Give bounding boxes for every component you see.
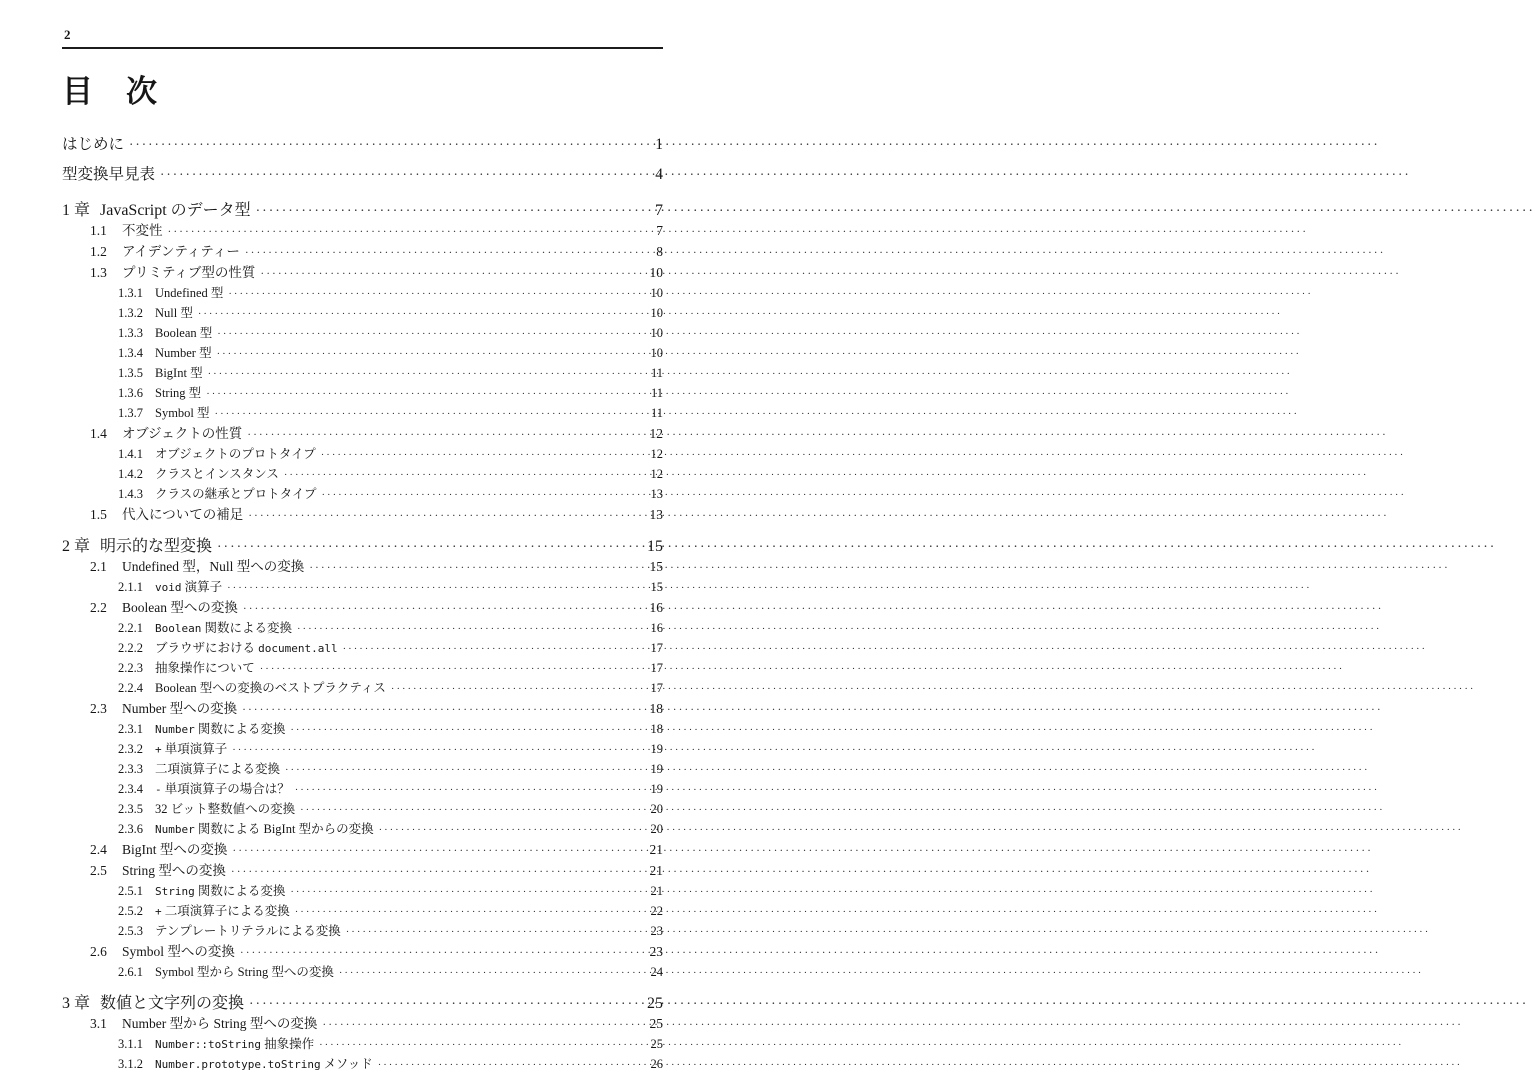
toc-entry xyxy=(118,465,663,485)
entry-title-text: Number 型への変換 xyxy=(122,701,238,717)
dot-leader xyxy=(260,659,639,679)
entry-number: 1.3.1 xyxy=(118,286,143,301)
entry-number: 1.5 xyxy=(90,507,107,523)
toc-entry xyxy=(90,505,663,526)
entry-number: 1.3.7 xyxy=(118,406,143,421)
entry-number: 2.2 xyxy=(90,600,107,616)
toc-entry xyxy=(90,557,663,578)
toc-entry xyxy=(118,1055,663,1075)
entry-title-text: 抽象操作について xyxy=(155,661,255,676)
entry-page: 11 xyxy=(650,406,663,421)
dot-leader xyxy=(206,384,639,404)
toc-entry xyxy=(90,840,663,861)
toc-entry xyxy=(118,639,663,659)
toc-entry xyxy=(118,679,663,699)
entry-title-text: 関数による変換 xyxy=(194,722,286,737)
toc-entry xyxy=(62,994,663,1014)
entry-number: 1.2 xyxy=(90,244,107,260)
toc-entry xyxy=(118,780,663,800)
entry-title xyxy=(155,284,223,303)
toc-entry xyxy=(90,1014,663,1035)
toc-entry xyxy=(62,201,663,221)
dot-leader xyxy=(217,537,639,557)
entry-number: 1.4.2 xyxy=(118,467,143,482)
entry-title-text: オブジェクトの性質 xyxy=(122,426,243,442)
entry-title-text: 単項演算子の場合は？ xyxy=(161,782,290,797)
entry-page: 11 xyxy=(650,386,663,401)
entry-number: 3.1.1 xyxy=(118,1037,143,1052)
entry-page: 1 xyxy=(655,136,663,154)
entry-title-code: Number.prototype.toString xyxy=(155,1058,321,1072)
toc-entry xyxy=(118,324,663,344)
dot-leader xyxy=(285,760,639,780)
header-rule xyxy=(62,47,663,49)
entry-page: 25 xyxy=(647,995,663,1013)
entry-page: 19 xyxy=(650,742,663,757)
dot-leader xyxy=(228,284,639,304)
dot-leader xyxy=(290,882,639,902)
dot-leader xyxy=(322,485,639,505)
entry-title-code: - xyxy=(155,783,162,797)
entry-number: 1.3.4 xyxy=(118,346,143,361)
toc-entry xyxy=(118,800,663,820)
dot-leader xyxy=(232,840,639,861)
entry-title xyxy=(155,404,210,423)
entry-title xyxy=(155,800,295,819)
entry-title-text: 演算子 xyxy=(181,580,223,595)
entry-title xyxy=(122,1014,317,1033)
toc-entry xyxy=(118,963,663,983)
entry-number: 1.4.3 xyxy=(118,487,143,502)
entry-title xyxy=(122,861,226,880)
entry-page: 15 xyxy=(649,559,663,575)
entry-number: 1.4 xyxy=(90,426,107,442)
page-number: 2 xyxy=(64,27,71,42)
dot-leader xyxy=(247,424,639,445)
book-page xyxy=(0,0,725,1072)
entry-title xyxy=(155,1035,314,1054)
entry-number: 2.2.2 xyxy=(118,641,143,656)
dot-leader xyxy=(240,942,639,963)
entry-title xyxy=(155,882,285,901)
entry-number: 2.3 xyxy=(90,701,107,717)
entry-number: 2.3.2 xyxy=(118,742,143,757)
dot-leader xyxy=(343,639,639,659)
toc-entry xyxy=(90,263,663,284)
dot-leader xyxy=(391,679,639,699)
dot-leader xyxy=(243,598,639,619)
entry-title-code: Boolean xyxy=(155,622,202,636)
entry-page: 13 xyxy=(650,487,663,502)
entry-page: 23 xyxy=(650,924,663,939)
entry-page: 21 xyxy=(650,884,663,899)
entry-page: 16 xyxy=(649,600,663,616)
entry-title-text: Boolean 型 xyxy=(155,326,213,341)
entry-title xyxy=(122,840,227,859)
entry-page: 10 xyxy=(650,306,663,321)
entry-title xyxy=(100,994,244,1014)
entry-page: 19 xyxy=(650,762,663,777)
dot-leader xyxy=(160,160,639,190)
entry-title-text: プリミティブ型の性質 xyxy=(122,265,256,281)
entry-title-text: 単項演算子 xyxy=(161,742,228,757)
dot-leader xyxy=(198,304,639,324)
toc-entry xyxy=(118,659,663,679)
entry-number: 2.5.2 xyxy=(118,904,143,919)
entry-title-text: アイデンティティー xyxy=(122,244,240,260)
entry-number: 1.3.2 xyxy=(118,306,143,321)
toc-entry xyxy=(90,861,663,882)
entry-number: 2.5 xyxy=(90,863,107,879)
toc-entry xyxy=(118,1035,663,1055)
entry-title xyxy=(155,922,341,941)
toc-entry xyxy=(90,598,663,619)
entry-title xyxy=(122,263,255,282)
entry-page: 23 xyxy=(649,944,663,960)
dot-leader xyxy=(321,445,639,465)
entry-page: 17 xyxy=(650,681,663,696)
entry-title-text: ブラウザにおける xyxy=(155,641,259,656)
toc-entry xyxy=(62,160,663,190)
toc-entry xyxy=(90,424,663,445)
entry-title-text: クラスとインスタンス xyxy=(155,467,279,482)
toc-entry xyxy=(118,578,663,598)
entry-title-text: String 型 xyxy=(155,386,202,401)
entry-title-code: void xyxy=(155,581,182,595)
entry-title-text: Number 型 xyxy=(155,346,212,361)
toc-entry xyxy=(118,720,663,740)
entry-title xyxy=(155,304,193,323)
dot-leader xyxy=(168,221,640,242)
dot-leader xyxy=(309,557,639,578)
entry-number: 1.1 xyxy=(90,223,107,239)
entry-title-text: Undefined 型，Null 型への変換 xyxy=(122,559,305,575)
entry-title-code: + xyxy=(155,743,162,757)
entry-title-text: 32 ビット整数値への変換 xyxy=(155,802,296,817)
entry-page: 17 xyxy=(650,661,663,676)
entry-title-text: オブジェクトのプロトタイプ xyxy=(155,447,316,462)
entry-page: 24 xyxy=(650,965,663,980)
entry-title xyxy=(122,242,240,261)
dot-leader xyxy=(208,364,639,384)
entry-page: 21 xyxy=(649,842,663,858)
dot-leader xyxy=(284,465,639,485)
dot-leader xyxy=(378,1055,639,1075)
dot-leader xyxy=(379,820,639,840)
entry-title-text: テンプレートリテラルによる変換 xyxy=(155,924,341,939)
entry-title xyxy=(155,679,386,698)
entry-title-text: String 型への変換 xyxy=(122,863,226,879)
entry-title-code: Number xyxy=(155,823,195,837)
entry-title-text: JavaScript のデータ型 xyxy=(100,202,251,220)
entry-number: 2.1 xyxy=(90,559,107,575)
entry-title-text: Boolean 型への変換 xyxy=(122,600,238,616)
entry-title-text: 不変性 xyxy=(122,223,163,239)
entry-title-text: Number 型から String 型への変換 xyxy=(122,1016,318,1032)
entry-number: 3.1.2 xyxy=(118,1057,143,1072)
entry-page: 11 xyxy=(650,366,663,381)
entry-title xyxy=(155,364,203,383)
toc-entry xyxy=(118,902,663,922)
toc-entry xyxy=(118,384,663,404)
entry-title xyxy=(122,505,243,524)
page-header xyxy=(62,26,663,49)
entry-title xyxy=(155,578,222,597)
dot-leader xyxy=(346,922,639,942)
entry-title xyxy=(155,344,212,363)
entry-title-text: Boolean 型への変換のベストプラクティス xyxy=(155,681,386,696)
toc-entry xyxy=(118,882,663,902)
entry-page: 20 xyxy=(650,802,663,817)
entry-page: 25 xyxy=(650,1037,663,1052)
entry-page: 10 xyxy=(650,286,663,301)
entry-title-text: BigInt 型への変換 xyxy=(122,842,228,858)
dot-leader xyxy=(242,699,639,720)
entry-title-text: 関数による変換 xyxy=(201,621,292,636)
toc-entry xyxy=(118,922,663,942)
entry-page: 12 xyxy=(649,426,663,442)
entry-number: 1.3.3 xyxy=(118,326,143,341)
dot-leader xyxy=(248,505,639,526)
entry-page: 26 xyxy=(650,1057,663,1072)
toc-entry xyxy=(118,344,663,364)
toc-entry xyxy=(90,221,663,242)
dot-leader xyxy=(249,994,639,1014)
toc-entry xyxy=(118,740,663,760)
entry-title-text: メソッド xyxy=(320,1057,373,1072)
entry-page: 13 xyxy=(649,507,663,523)
entry-title xyxy=(62,160,155,190)
entry-title xyxy=(100,201,251,221)
entry-title xyxy=(155,780,290,799)
entry-number: 2.3.1 xyxy=(118,722,143,737)
entry-title xyxy=(122,424,242,443)
dot-leader xyxy=(322,1014,639,1035)
entry-page: 7 xyxy=(656,223,663,239)
entry-page: 15 xyxy=(650,580,663,595)
entry-number: 2.2.4 xyxy=(118,681,143,696)
entry-title-text: はじめに xyxy=(62,136,125,154)
entry-page: 12 xyxy=(650,447,663,462)
toc-entry xyxy=(118,284,663,304)
toc-list xyxy=(62,130,663,1075)
entry-title xyxy=(155,740,227,759)
dot-leader xyxy=(215,404,639,424)
toc-entry xyxy=(118,619,663,639)
entry-title xyxy=(155,720,285,739)
entry-title xyxy=(122,598,238,617)
entry-title xyxy=(155,485,317,504)
entry-number: 2.2.3 xyxy=(118,661,143,676)
toc-entry xyxy=(90,699,663,720)
entry-title-text: Null 型 xyxy=(155,306,193,321)
entry-number: 2.6 xyxy=(90,944,107,960)
entry-page: 18 xyxy=(650,722,663,737)
entry-title-code: Number::toString xyxy=(155,1038,261,1052)
dot-leader xyxy=(129,130,639,160)
entry-title xyxy=(155,445,316,464)
entry-title-text: BigInt 型 xyxy=(155,366,203,381)
entry-title-code: String xyxy=(155,885,195,899)
entry-title-text: 型変換早見表 xyxy=(62,166,156,184)
entry-number: 1.3.5 xyxy=(118,366,143,381)
dot-leader xyxy=(290,720,639,740)
entry-title xyxy=(122,221,163,240)
entry-page: 17 xyxy=(650,641,663,656)
entry-title-text: 明示的な型変換 xyxy=(100,538,213,556)
entry-page: 10 xyxy=(649,265,663,281)
entry-page: 20 xyxy=(650,822,663,837)
entry-number: 2.5.1 xyxy=(118,884,143,899)
entry-title xyxy=(122,942,235,961)
dot-leader xyxy=(319,1035,639,1055)
entry-page: 15 xyxy=(647,538,663,556)
entry-page: 25 xyxy=(649,1016,663,1032)
entry-page: 12 xyxy=(650,467,663,482)
entry-title xyxy=(122,699,237,718)
entry-page: 16 xyxy=(650,621,663,636)
dot-leader xyxy=(232,740,639,760)
entry-title xyxy=(122,557,304,576)
dot-leader xyxy=(260,263,639,284)
entry-title xyxy=(155,384,201,403)
entry-title-code: + xyxy=(155,905,162,919)
entry-page: 4 xyxy=(655,166,663,184)
entry-number: 1.4.1 xyxy=(118,447,143,462)
toc-entry xyxy=(118,485,663,505)
entry-page: 8 xyxy=(656,244,663,260)
entry-page: 10 xyxy=(650,326,663,341)
entry-number: 2.3.6 xyxy=(118,822,143,837)
entry-number: 1 章 xyxy=(62,202,91,220)
dot-leader xyxy=(300,800,639,820)
entry-title-text: 関数による BigInt 型からの変換 xyxy=(194,822,374,837)
entry-title-code: document.all xyxy=(258,642,338,656)
entry-page: 21 xyxy=(649,863,663,879)
entry-number: 3 章 xyxy=(62,995,91,1013)
entry-title xyxy=(155,820,374,839)
entry-number: 2.3.4 xyxy=(118,782,143,797)
entry-title-text: 数値と文字列の変換 xyxy=(100,995,245,1013)
toc-entry xyxy=(118,820,663,840)
entry-title xyxy=(155,902,290,921)
entry-title-text: 抽象操作 xyxy=(260,1037,315,1052)
entry-number: 2.3.3 xyxy=(118,762,143,777)
entry-title-text: Undefined 型 xyxy=(155,286,224,301)
entry-title-text: Symbol 型への変換 xyxy=(122,944,235,960)
dot-leader xyxy=(227,578,639,598)
entry-page: 22 xyxy=(650,904,663,919)
entry-title xyxy=(155,659,255,678)
dot-leader xyxy=(295,902,639,922)
dot-leader xyxy=(217,324,639,344)
dot-leader xyxy=(339,963,639,983)
entry-title-text: Symbol 型から String 型への変換 xyxy=(155,965,334,980)
entry-title xyxy=(155,619,292,638)
entry-page: 19 xyxy=(650,782,663,797)
page-title: 目 次 xyxy=(62,74,158,109)
entry-page: 18 xyxy=(649,701,663,717)
entry-page: 10 xyxy=(650,346,663,361)
dot-leader xyxy=(256,201,639,221)
entry-title xyxy=(155,639,338,658)
entry-title xyxy=(155,760,280,779)
entry-number: 1.3 xyxy=(90,265,107,281)
entry-title-code: Number xyxy=(155,723,195,737)
entry-number: 2.3.5 xyxy=(118,802,143,817)
dot-leader xyxy=(217,344,639,364)
entry-title-text: 二項演算子による変換 xyxy=(155,762,281,777)
toc-entry xyxy=(90,942,663,963)
dot-leader xyxy=(297,619,639,639)
entry-number: 2.1.1 xyxy=(118,580,143,595)
entry-page: 7 xyxy=(655,202,663,220)
dot-leader xyxy=(295,780,639,800)
entry-title xyxy=(155,963,334,982)
toc-entry xyxy=(90,242,663,263)
entry-number: 2 章 xyxy=(62,538,91,556)
dot-leader xyxy=(245,242,639,263)
entry-number: 2.2.1 xyxy=(118,621,143,636)
entry-title xyxy=(155,1055,373,1074)
entry-title xyxy=(155,465,279,484)
entry-title-text: 関数による変換 xyxy=(194,884,286,899)
toc-entry xyxy=(118,760,663,780)
toc-entry xyxy=(118,364,663,384)
toc-entry xyxy=(118,404,663,424)
toc-entry xyxy=(118,304,663,324)
entry-number: 3.1 xyxy=(90,1016,107,1032)
entry-title-text: クラスの継承とプロトタイプ xyxy=(155,487,317,502)
entry-number: 2.6.1 xyxy=(118,965,143,980)
toc-entry xyxy=(118,445,663,465)
entry-number: 1.3.6 xyxy=(118,386,143,401)
entry-title xyxy=(155,324,212,343)
entry-title xyxy=(100,537,212,557)
entry-title-text: 代入についての補足 xyxy=(122,507,244,523)
toc-entry xyxy=(62,130,663,160)
entry-title xyxy=(62,130,124,160)
dot-leader xyxy=(231,861,639,882)
toc-entry xyxy=(62,537,663,557)
entry-title-text: Symbol 型 xyxy=(155,406,210,421)
entry-title-text: 二項演算子による変換 xyxy=(161,904,290,919)
entry-number: 2.4 xyxy=(90,842,107,858)
entry-number: 2.5.3 xyxy=(118,924,143,939)
